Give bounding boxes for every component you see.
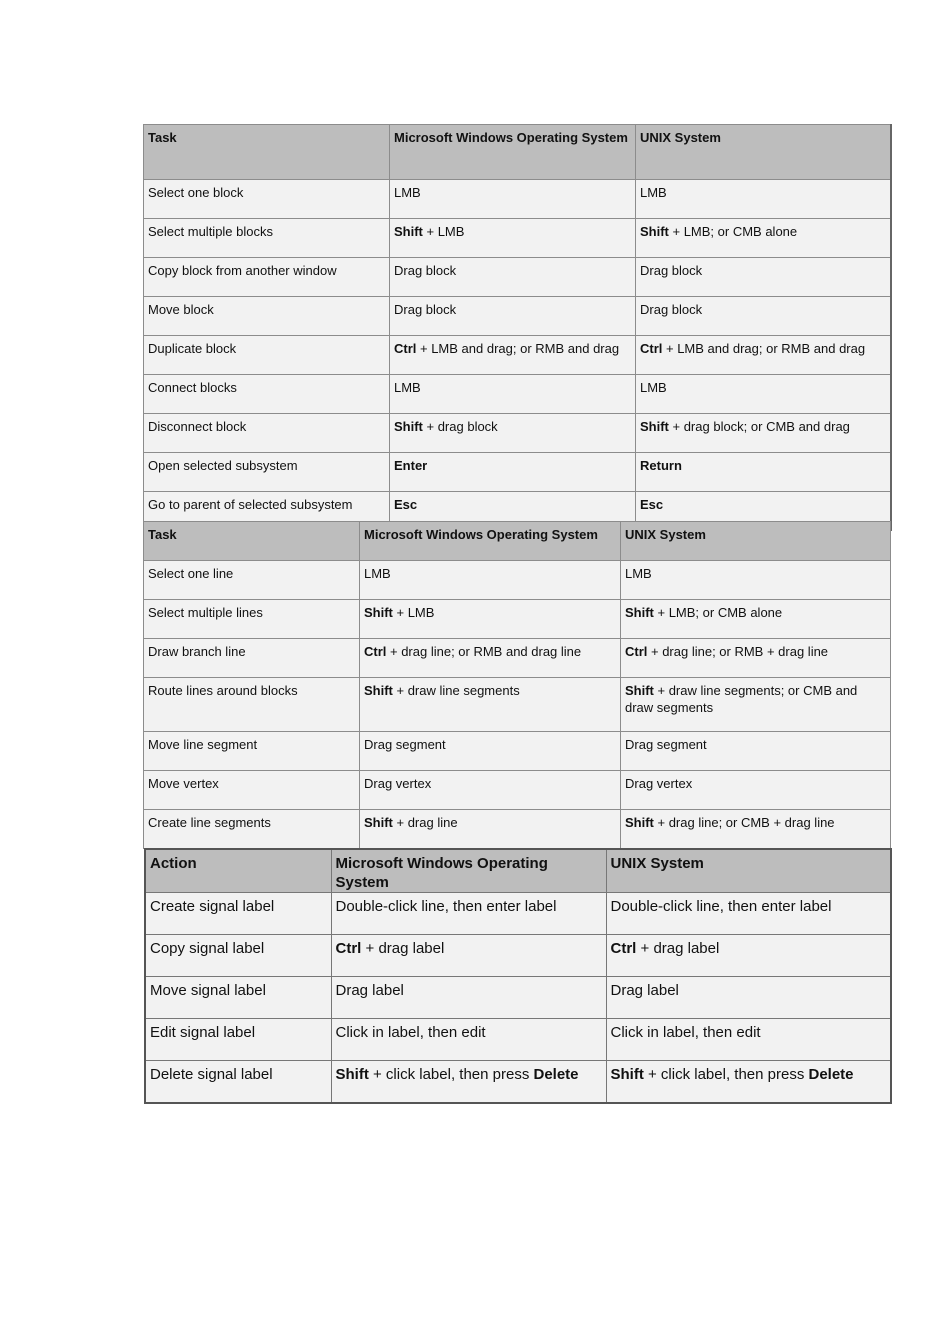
shortcut-text: LMB	[394, 380, 421, 395]
table-row	[144, 180, 891, 219]
shortcut-text: LMB	[640, 380, 667, 395]
windows-cell	[390, 180, 636, 219]
unix-cell	[606, 977, 891, 1019]
header-task: Task	[144, 125, 390, 180]
windows-cell	[360, 678, 621, 732]
action-cell: Move signal label	[145, 977, 331, 1019]
shortcut-text: + draw line segments; or CMB and draw segments	[625, 683, 858, 715]
shortcut-text: + click label, then press	[368, 1066, 534, 1083]
key-name: Shift	[640, 419, 669, 434]
key-name: Ctrl	[394, 341, 417, 356]
windows-cell	[390, 336, 636, 375]
table-row	[144, 600, 891, 639]
key-name: Enter	[394, 458, 428, 473]
signal-labels-table	[144, 848, 892, 1104]
shortcut-text: LMB	[625, 566, 652, 581]
unix-cell	[636, 336, 891, 375]
header-unix: UNIX System	[606, 849, 891, 893]
key-name: Shift	[640, 224, 669, 239]
key-name: Shift	[394, 224, 423, 239]
blocks-shortcuts-table	[143, 124, 892, 531]
task-cell: Go to parent of selected subsystem	[144, 492, 390, 531]
table-row	[145, 977, 891, 1019]
unix-cell	[621, 771, 891, 810]
shortcut-text: Drag vertex	[625, 776, 693, 791]
windows-cell	[390, 375, 636, 414]
table-row	[144, 336, 891, 375]
key-name: Ctrl	[640, 341, 663, 356]
unix-cell	[636, 453, 891, 492]
unix-cell	[606, 1019, 891, 1061]
unix-cell	[621, 561, 891, 600]
task-cell: Move block	[144, 297, 390, 336]
shortcut-text: + drag line	[392, 815, 458, 830]
task-cell: Move line segment	[144, 732, 360, 771]
table-row	[144, 258, 891, 297]
key-name: Esc	[640, 497, 664, 512]
table-row	[144, 375, 891, 414]
shortcut-text: Double-click line, then enter label	[610, 898, 832, 915]
table-row	[144, 639, 891, 678]
shortcut-text: + draw line segments	[392, 683, 520, 698]
task-cell: Draw branch line	[144, 639, 360, 678]
shortcut-text: + drag line; or CMB + drag line	[653, 815, 835, 830]
shortcut-text: + click label, then press	[643, 1066, 809, 1083]
key-name: Shift	[364, 605, 393, 620]
table-row	[145, 1019, 891, 1061]
task-cell: Open selected subsystem	[144, 453, 390, 492]
action-cell: Edit signal label	[145, 1019, 331, 1061]
shortcut-text: + drag block	[422, 419, 498, 434]
table-row	[144, 732, 891, 771]
key-name: Shift	[625, 605, 654, 620]
key-name: Shift	[610, 1066, 644, 1083]
table-row	[144, 414, 891, 453]
header-action: Action	[145, 849, 331, 893]
unix-cell	[636, 219, 891, 258]
header-windows: Microsoft Windows Operating System	[331, 849, 606, 893]
table-header-row	[145, 849, 891, 893]
shortcut-text: + drag label	[361, 940, 445, 957]
key-name: Shift	[625, 683, 654, 698]
unix-cell	[636, 258, 891, 297]
table-header-row	[144, 522, 891, 561]
shortcut-text: LMB	[640, 185, 667, 200]
windows-cell	[331, 1019, 606, 1061]
table-row	[144, 678, 891, 732]
unix-cell	[621, 732, 891, 771]
windows-cell	[360, 771, 621, 810]
shortcut-text: Drag segment	[625, 737, 707, 752]
shortcut-text: LMB	[394, 185, 421, 200]
table-row	[144, 771, 891, 810]
windows-cell	[331, 1061, 606, 1104]
header-unix: UNIX System	[621, 522, 891, 561]
table-row	[144, 453, 891, 492]
unix-cell	[606, 935, 891, 977]
shortcut-text: + drag block; or CMB and drag	[668, 419, 850, 434]
windows-cell	[360, 732, 621, 771]
shortcut-text: LMB	[364, 566, 391, 581]
shortcut-text: Drag vertex	[364, 776, 432, 791]
key-name: Delete	[533, 1066, 579, 1083]
shortcut-text: Click in label, then edit	[335, 1024, 486, 1041]
windows-cell	[360, 600, 621, 639]
shortcut-text: Drag label	[610, 982, 679, 999]
table-row	[144, 810, 891, 849]
windows-cell	[390, 297, 636, 336]
task-cell: Copy block from another window	[144, 258, 390, 297]
action-cell: Create signal label	[145, 893, 331, 935]
unix-cell	[636, 180, 891, 219]
shortcut-text: Drag segment	[364, 737, 446, 752]
windows-cell	[331, 935, 606, 977]
task-cell: Disconnect block	[144, 414, 390, 453]
header-task: Task	[144, 522, 360, 561]
action-cell: Delete signal label	[145, 1061, 331, 1104]
lines-shortcuts-table	[143, 521, 891, 849]
unix-cell	[606, 893, 891, 935]
key-name: Ctrl	[625, 644, 648, 659]
key-name: Shift	[335, 1066, 369, 1083]
windows-cell	[360, 810, 621, 849]
unix-cell	[621, 639, 891, 678]
task-cell: Move vertex	[144, 771, 360, 810]
task-cell: Select one line	[144, 561, 360, 600]
task-cell: Create line segments	[144, 810, 360, 849]
table-row	[145, 893, 891, 935]
key-name: Shift	[394, 419, 423, 434]
shortcut-text: + LMB and drag; or RMB and drag	[662, 341, 866, 356]
shortcut-text: Double-click line, then enter label	[335, 898, 557, 915]
shortcut-text: Drag block	[640, 263, 703, 278]
shortcut-text: Drag block	[394, 263, 457, 278]
windows-cell	[360, 561, 621, 600]
windows-cell	[390, 258, 636, 297]
header-unix: UNIX System	[636, 125, 891, 180]
windows-cell	[390, 453, 636, 492]
shortcut-text: Drag block	[640, 302, 703, 317]
shortcut-text: + drag label	[636, 940, 720, 957]
header-windows: Microsoft Windows Operating System	[390, 125, 636, 180]
shortcut-text: Click in label, then edit	[610, 1024, 761, 1041]
unix-cell	[621, 810, 891, 849]
task-cell: Route lines around blocks	[144, 678, 360, 732]
table-row	[144, 561, 891, 600]
table-row	[144, 297, 891, 336]
key-name: Ctrl	[610, 940, 637, 957]
task-cell: Connect blocks	[144, 375, 390, 414]
header-windows: Microsoft Windows Operating System	[360, 522, 621, 561]
windows-cell	[390, 219, 636, 258]
key-name: Return	[640, 458, 682, 473]
unix-cell	[636, 414, 891, 453]
key-name: Shift	[364, 683, 393, 698]
unix-cell	[621, 678, 891, 732]
shortcut-text: + LMB; or CMB alone	[668, 224, 798, 239]
unix-cell	[636, 375, 891, 414]
key-name: Shift	[625, 815, 654, 830]
task-cell: Select multiple lines	[144, 600, 360, 639]
task-cell: Duplicate block	[144, 336, 390, 375]
unix-cell	[606, 1061, 891, 1104]
key-name: Shift	[364, 815, 393, 830]
table-header-row	[144, 125, 891, 180]
table-row	[145, 935, 891, 977]
key-name: Delete	[808, 1066, 854, 1083]
task-cell: Select one block	[144, 180, 390, 219]
table-row	[144, 219, 891, 258]
key-name: Ctrl	[335, 940, 362, 957]
unix-cell	[636, 297, 891, 336]
shortcut-text: + drag line; or RMB and drag line	[386, 644, 582, 659]
shortcut-text: + LMB	[392, 605, 435, 620]
shortcut-text: + LMB and drag; or RMB and drag	[416, 341, 620, 356]
action-cell: Copy signal label	[145, 935, 331, 977]
windows-cell	[331, 977, 606, 1019]
windows-cell	[390, 414, 636, 453]
shortcut-text: + drag line; or RMB + drag line	[647, 644, 829, 659]
shortcut-text: + LMB	[422, 224, 465, 239]
windows-cell	[331, 893, 606, 935]
key-name: Esc	[394, 497, 418, 512]
shortcut-text: + LMB; or CMB alone	[653, 605, 783, 620]
task-cell: Select multiple blocks	[144, 219, 390, 258]
table-row	[145, 1061, 891, 1104]
shortcut-text: Drag label	[335, 982, 404, 999]
shortcut-text: Drag block	[394, 302, 457, 317]
windows-cell	[360, 639, 621, 678]
key-name: Ctrl	[364, 644, 387, 659]
unix-cell	[621, 600, 891, 639]
